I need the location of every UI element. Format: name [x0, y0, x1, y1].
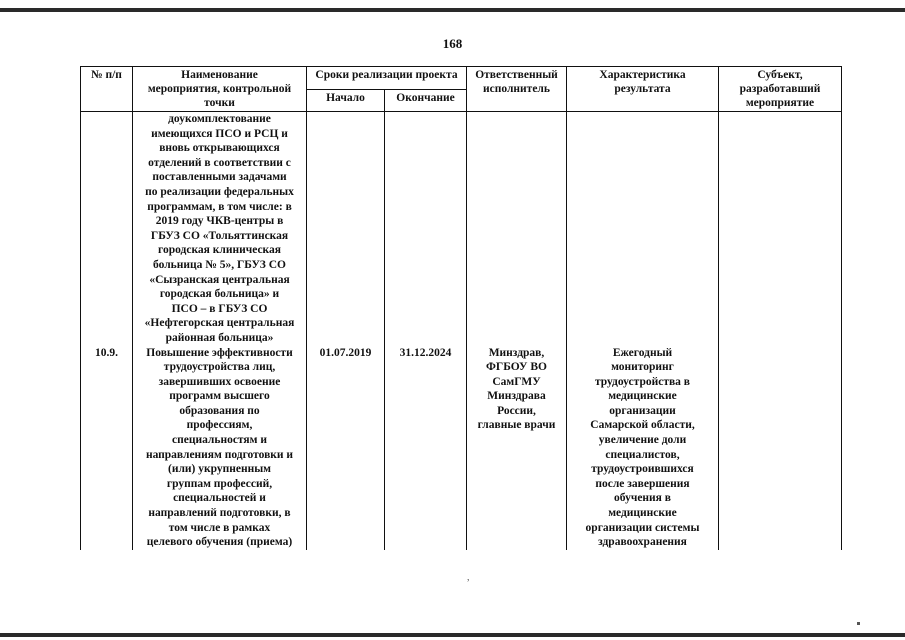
cell-line: Ежегодный [612, 346, 673, 359]
cell-line: ФГБОУ ВО [486, 361, 547, 374]
cell-line: целевого обучения (приема) [146, 536, 293, 549]
row-start [307, 112, 385, 346]
cell-line: имеющихся ПСО и РСЦ и [151, 127, 288, 140]
cell-line: трудоустройства в [594, 375, 691, 388]
row-end: 31.12.2024 [385, 346, 467, 550]
cell-line: программ высшего [169, 390, 270, 403]
table-row [81, 112, 842, 346]
cell-line: медицинские [608, 390, 677, 403]
header-name-line: точки [204, 97, 235, 109]
cell-line: городская больница» и [159, 288, 280, 301]
cell-line: «Сызранская центральная [149, 273, 290, 286]
cell-line: районная больница» [165, 331, 274, 344]
cell-line: вновь открывающихся [159, 142, 280, 155]
header-subject [719, 67, 842, 112]
cell-line: здравоохранения [598, 536, 687, 549]
header-responsible-line: исполнитель [483, 83, 550, 95]
cell-line: Самарской области, [590, 419, 695, 432]
cell-line: направлений подготовки, в [148, 507, 291, 520]
row-subject [719, 112, 842, 346]
cell-line: поставленными задачами [152, 171, 287, 184]
cell-line: специальностям и [171, 434, 267, 447]
cell-line: больница № 5», ГБУЗ СО [153, 258, 286, 271]
cell-line: обучения в [614, 492, 671, 505]
header-responsible-line: Ответственный [475, 69, 558, 81]
cell-line: увеличение доли [598, 434, 687, 447]
header-name-line: Наименование [181, 69, 258, 81]
cell-line: трудоустроившихся [591, 463, 694, 476]
row-responsible [467, 112, 567, 346]
header-result-line: Характеристика [599, 69, 686, 81]
header-period: Сроки реализации проекта [307, 67, 467, 90]
header-end: Окончание [385, 89, 467, 112]
cell-line: медицинские [608, 507, 677, 520]
cell-line: трудоустройства лиц, [163, 361, 276, 374]
row-name [133, 346, 307, 550]
cell-line: отделений в соответствии с [148, 156, 291, 169]
header-name [133, 67, 307, 112]
row-start: 01.07.2019 [307, 346, 385, 550]
header-num: № п/п [81, 67, 133, 112]
cell-line: профессиям, [186, 419, 253, 432]
cell-line: образования по [179, 404, 260, 417]
cell-line: СамГМУ [492, 375, 541, 388]
cell-line: программам, в том числе: в [147, 200, 292, 213]
cell-line: городская клиническая [158, 244, 281, 257]
cell-line: после завершения [595, 477, 690, 490]
header-start: Начало [307, 89, 385, 112]
header-responsible [467, 67, 567, 112]
cell-line: доукомплектование [168, 113, 271, 125]
row-num: 10.9. [81, 346, 133, 550]
bottom-scan-border [0, 633, 905, 637]
cell-line: (или) укрупненным [167, 463, 272, 476]
cell-line: мониторинг [611, 361, 674, 374]
cell-line: Минздрава [487, 390, 546, 403]
header-subject-line: разработавший [739, 83, 821, 95]
cell-line: том числе в рамках [168, 521, 271, 534]
header-result-line: результата [614, 83, 671, 95]
cell-line: России, [497, 404, 536, 417]
cell-line: главные врачи [477, 419, 556, 432]
stray-mark: , [467, 572, 470, 583]
cell-line: завершивших освоение [158, 375, 281, 388]
row-result [567, 346, 719, 550]
row-responsible [467, 346, 567, 550]
top-scan-border [0, 8, 905, 12]
cell-line: Повышение эффективности [146, 346, 293, 359]
cell-line: Минздрав, [488, 346, 545, 359]
cell-line: организации [609, 404, 676, 417]
cell-line: группам профессий, [166, 477, 273, 490]
cell-line: направлениям подготовки и [145, 448, 294, 461]
cell-line: специальностей и [173, 492, 266, 505]
cell-line: 2019 году ЧКВ-центры в [155, 215, 284, 228]
header-result [567, 67, 719, 112]
cell-line: ПСО – в ГБУЗ СО [171, 302, 268, 315]
row-result [567, 112, 719, 346]
cell-line: по реализации федеральных [145, 185, 294, 198]
cell-line: ГБУЗ СО «Тольяттинская [150, 229, 289, 242]
plan-table [80, 66, 842, 550]
row-end [385, 112, 467, 346]
table-body [81, 112, 842, 550]
header-subject-line: мероприятие [745, 97, 815, 109]
row-name [133, 112, 307, 346]
table-header [81, 67, 842, 112]
cell-line: организации системы [585, 521, 700, 534]
header-name-line: мероприятия, контрольной [147, 83, 292, 95]
table-row [81, 346, 842, 550]
row-subject [719, 346, 842, 550]
header-subject-line: Субъект, [757, 69, 803, 81]
cell-line: специалистов, [605, 448, 680, 461]
row-num [81, 112, 133, 346]
cell-line: «Нефтегорская центральная [144, 317, 295, 330]
page-number: 168 [442, 36, 463, 51]
scan-dot [857, 622, 860, 625]
